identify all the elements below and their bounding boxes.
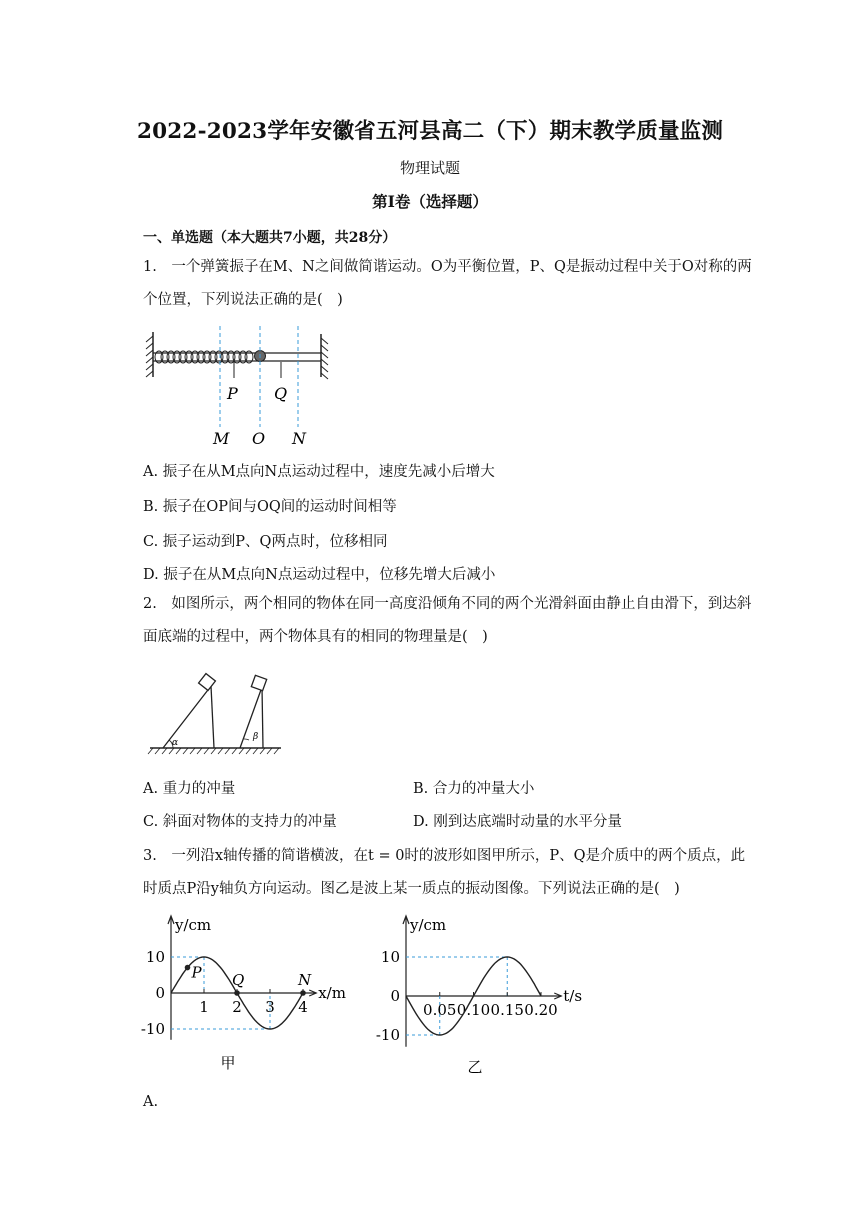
x-tick-label: 0.15 bbox=[490, 1001, 524, 1019]
question-2-stem: 2. 如图所示，两个相同的物体在同一高度沿倾角不同的两个光滑斜面由静止自由滑下，到达斜面底端的过程中，两个物体具有的相同的物理量是( ) bbox=[143, 596, 752, 645]
wave-graph-jia bbox=[140, 910, 373, 1080]
x-tick-label: 4 bbox=[298, 998, 308, 1016]
q1-option-d: D. 振子在从M点向N点运动过程中，位移先增大后减小 bbox=[143, 567, 496, 583]
q1-option-c: C. 振子运动到P、Q两点时，位移相同 bbox=[143, 534, 388, 550]
y-tick-label: 0 bbox=[390, 987, 400, 1005]
y-axis-label: y/cm bbox=[410, 916, 447, 934]
point-label-n: N bbox=[298, 971, 312, 989]
chart-caption: 甲 bbox=[220, 1054, 236, 1072]
subject-subtitle: 物理试题 bbox=[399, 159, 460, 177]
question-3-stem: 3. 一列沿x轴传播的简谐横波，在t = 0时的波形如图甲所示，P、Q是介质中的两个质点，此时质点P沿y轴负方向运动。图乙是波上某一质点的振动图像。下列说法正确的是( ) bbox=[143, 848, 746, 897]
x-tick-label: 0.20 bbox=[524, 1001, 558, 1019]
x-tick-label: 3 bbox=[265, 998, 275, 1016]
point-label-p: P bbox=[191, 963, 202, 982]
label-o: O bbox=[252, 429, 266, 448]
label-p: P bbox=[227, 384, 238, 403]
x-tick-label: 1 bbox=[199, 998, 209, 1016]
q2-option-c: C. 斜面对物体的支持力的冲量 bbox=[143, 814, 337, 830]
label-q: Q bbox=[274, 384, 288, 403]
point-label-q: Q bbox=[232, 971, 245, 989]
inclined-planes-figure bbox=[143, 668, 288, 758]
q2-option-a: A. 重力的冲量 bbox=[143, 781, 236, 797]
x-axis-label: x/m bbox=[318, 984, 346, 1002]
y-tick-label: 10 bbox=[145, 948, 165, 966]
y-tick-label: 0 bbox=[155, 984, 165, 1002]
question-1-stem: 1. 一个弹簧振子在M、N之间做简谐运动。O为平衡位置，P、Q是振动过程中关于O对称的两个位置，下列说法正确的是( ) bbox=[143, 259, 752, 308]
q2-option-d: D. 刚到达底端时动量的水平分量 bbox=[413, 814, 622, 830]
incline-alpha bbox=[163, 686, 211, 748]
angle-beta-label: β bbox=[253, 732, 259, 742]
vibration-graph-yi bbox=[375, 910, 595, 1080]
chart-caption: 乙 bbox=[467, 1058, 483, 1076]
y-tick-label: -10 bbox=[375, 1026, 400, 1044]
x-tick-label: 2 bbox=[232, 998, 242, 1016]
page-title: 2022-2023学年安徽省五河县高二（下）期末教学质量监测 bbox=[136, 119, 724, 144]
block-beta bbox=[251, 675, 266, 690]
q2-option-b: B. 合力的冲量大小 bbox=[413, 781, 535, 797]
x-axis-label: t/s bbox=[563, 987, 583, 1005]
block-alpha bbox=[199, 674, 216, 691]
y-tick-label: -10 bbox=[140, 1020, 165, 1038]
x-tick-label: 0.05 bbox=[423, 1001, 457, 1019]
y-axis-label: y/cm bbox=[175, 916, 212, 934]
point-n bbox=[300, 990, 306, 996]
label-m: M bbox=[213, 429, 230, 448]
spring-oscillator-figure bbox=[143, 322, 343, 450]
q1-option-b: B. 振子在OP间与OQ间的运动时间相等 bbox=[143, 499, 397, 515]
point-q bbox=[234, 990, 240, 996]
volume-heading: 第I卷（选择题） bbox=[372, 192, 488, 211]
q3-option-a: A. bbox=[143, 1094, 159, 1110]
point-p bbox=[185, 965, 191, 971]
incline-beta bbox=[240, 687, 262, 748]
x-tick-label: 0.10 bbox=[456, 1001, 491, 1019]
label-n: N bbox=[292, 429, 306, 448]
y-tick-label: 10 bbox=[380, 948, 400, 966]
section-heading: 一、单选题（本大题共7小题，共28分） bbox=[143, 230, 397, 246]
q1-option-a: A. 振子在从M点向N点运动过程中，速度先减小后增大 bbox=[143, 464, 495, 480]
angle-alpha-label: α bbox=[172, 738, 179, 748]
